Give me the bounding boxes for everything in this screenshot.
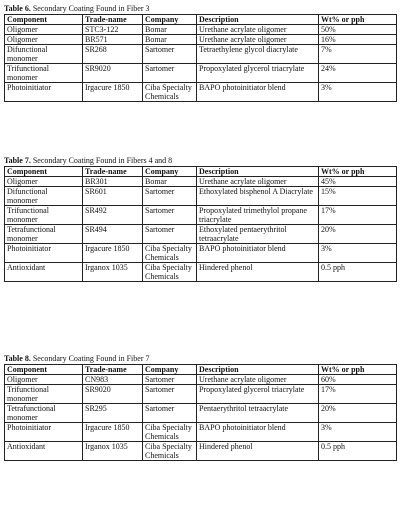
table-row — [5, 385, 397, 404]
table-cell: Tetrafunctional monomer — [5, 225, 83, 244]
table-cell: 17% — [319, 206, 397, 225]
table-cell: SR601 — [83, 187, 143, 206]
table-cell: Sartomer — [143, 225, 197, 244]
table-cell: Sartomer — [143, 64, 197, 83]
table-cell: BR301 — [83, 177, 143, 187]
table-cell: Sartomer — [143, 385, 197, 404]
table-cell: Oligomer — [5, 35, 83, 45]
table-cell: Irgacure 1850 — [83, 423, 143, 442]
table-row — [5, 442, 397, 461]
table-cell: Ciba Specialty Chemicals — [143, 423, 197, 442]
table-number: Table 6. — [4, 4, 31, 13]
table-row — [5, 423, 397, 442]
column-header: Wt% or pph — [319, 365, 397, 375]
table-cell: Tetrafunctional monomer — [5, 404, 83, 423]
table-row — [5, 187, 397, 206]
table-cell: Hindered phenol — [197, 442, 319, 461]
header-row — [5, 365, 397, 375]
table-number: Table 8. — [4, 354, 31, 363]
table-title: Secondary Coating Found in Fiber 3 — [32, 4, 150, 13]
table-cell: Difunctional monomer — [5, 45, 83, 64]
table-row — [5, 375, 397, 385]
table-cell: 60% — [319, 375, 397, 385]
table-cell: BAPO photoinitiator blend — [197, 423, 319, 442]
column-header: Company — [143, 365, 197, 375]
table-caption — [4, 354, 396, 364]
table-cell: Urethane acrylate oligomer — [197, 25, 319, 35]
table-cell: Oligomer — [5, 177, 83, 187]
table-block — [4, 354, 396, 461]
table-number: Table 7. — [4, 156, 31, 165]
table-caption — [4, 156, 396, 166]
table-cell: 16% — [319, 35, 397, 45]
table-cell: Sartomer — [143, 404, 197, 423]
table-row — [5, 45, 397, 64]
table-cell: Hindered phenol — [197, 263, 319, 282]
table-row — [5, 35, 397, 45]
table-cell: Difunctional monomer — [5, 187, 83, 206]
table-cell: 0.5 pph — [319, 263, 397, 282]
column-header: Wt% or pph — [319, 167, 397, 177]
table-cell: Pentaerythritol tetraacrylate — [197, 404, 319, 423]
table-row — [5, 404, 397, 423]
table-cell: Bomar — [143, 35, 197, 45]
column-header: Component — [5, 167, 83, 177]
table-cell: 24% — [319, 64, 397, 83]
table-cell: 17% — [319, 385, 397, 404]
table-cell: 3% — [319, 83, 397, 102]
table-row — [5, 263, 397, 282]
table-cell: Sartomer — [143, 45, 197, 64]
table-cell: STC3-122 — [83, 25, 143, 35]
table-cell: 3% — [319, 244, 397, 263]
table-cell: Urethane acrylate oligomer — [197, 375, 319, 385]
composition-table — [4, 14, 397, 102]
table-cell: Oligomer — [5, 25, 83, 35]
table-cell: Bomar — [143, 25, 197, 35]
table-cell: Propoxylated glycerol triacrylate — [197, 64, 319, 83]
table-row — [5, 25, 397, 35]
table-cell: Ciba Specialty Chemicals — [143, 83, 197, 102]
table-cell: Ethoxylated bisphenol A Diacrylate — [197, 187, 319, 206]
table-cell: Trifunctional monomer — [5, 385, 83, 404]
table-cell: Ciba Specialty Chemicals — [143, 442, 197, 461]
table-cell: Antioxidant — [5, 263, 83, 282]
table-cell: Ciba Specialty Chemicals — [143, 263, 197, 282]
table-cell: Irganox 1035 — [83, 442, 143, 461]
table-block — [4, 156, 396, 282]
table-cell: SR492 — [83, 206, 143, 225]
column-header: Trade-name — [83, 167, 143, 177]
table-title: Secondary Coating Found in Fiber 7 — [32, 354, 150, 363]
table-cell: SR9020 — [83, 385, 143, 404]
table-cell: 7% — [319, 45, 397, 64]
table-cell: Photoinitiator — [5, 244, 83, 263]
table-cell: 15% — [319, 187, 397, 206]
table-cell: Propoxylated trimethylol propane triacrylate — [197, 206, 319, 225]
table-row — [5, 83, 397, 102]
column-header: Description — [197, 167, 319, 177]
table-block — [4, 4, 396, 102]
column-header: Company — [143, 167, 197, 177]
table-cell: CN983 — [83, 375, 143, 385]
composition-table — [4, 166, 397, 282]
table-cell: Ciba Specialty Chemicals — [143, 244, 197, 263]
table-cell: Urethane acrylate oligomer — [197, 177, 319, 187]
table-cell: 20% — [319, 225, 397, 244]
column-header: Trade-name — [83, 15, 143, 25]
column-header: Component — [5, 365, 83, 375]
table-cell: Sartomer — [143, 187, 197, 206]
table-cell: BR571 — [83, 35, 143, 45]
table-cell: Bomar — [143, 177, 197, 187]
table-cell: SR494 — [83, 225, 143, 244]
table-cell: Irgacure 1850 — [83, 244, 143, 263]
table-row — [5, 206, 397, 225]
column-header: Description — [197, 15, 319, 25]
table-cell: SR9020 — [83, 64, 143, 83]
table-cell: Ethoxylated pentaerythritol tetraacrylate — [197, 225, 319, 244]
table-title: Secondary Coating Found in Fibers 4 and 8 — [32, 156, 173, 165]
table-cell: 20% — [319, 404, 397, 423]
table-cell: Trifunctional monomer — [5, 64, 83, 83]
table-cell: Trifunctional monomer — [5, 206, 83, 225]
table-cell: 45% — [319, 177, 397, 187]
table-row — [5, 244, 397, 263]
column-header: Wt% or pph — [319, 15, 397, 25]
table-cell: Propoxylated glycerol triacrylate — [197, 385, 319, 404]
table-row — [5, 225, 397, 244]
table-cell: BAPO photoinitiator blend — [197, 244, 319, 263]
table-cell: 3% — [319, 423, 397, 442]
table-cell: SR295 — [83, 404, 143, 423]
table-cell: 50% — [319, 25, 397, 35]
table-cell: SR268 — [83, 45, 143, 64]
table-cell: Sartomer — [143, 206, 197, 225]
table-caption — [4, 4, 396, 14]
table-row — [5, 64, 397, 83]
table-cell: Photoinitiator — [5, 83, 83, 102]
table-cell: Irgacure 1850 — [83, 83, 143, 102]
table-cell: BAPO photoinitiator blend — [197, 83, 319, 102]
column-header: Trade-name — [83, 365, 143, 375]
table-cell: Photoinitiator — [5, 423, 83, 442]
table-cell: Antioxidant — [5, 442, 83, 461]
table-cell: Irganox 1035 — [83, 263, 143, 282]
composition-table — [4, 364, 397, 461]
table-cell: Oligomer — [5, 375, 83, 385]
table-cell: 0.5 pph — [319, 442, 397, 461]
header-row — [5, 15, 397, 25]
table-row — [5, 177, 397, 187]
column-header: Component — [5, 15, 83, 25]
header-row — [5, 167, 397, 177]
table-cell: Urethane acrylate oligomer — [197, 35, 319, 45]
column-header: Company — [143, 15, 197, 25]
table-cell: Sartomer — [143, 375, 197, 385]
column-header: Description — [197, 365, 319, 375]
table-cell: Tetraethylene glycol diacrylate — [197, 45, 319, 64]
